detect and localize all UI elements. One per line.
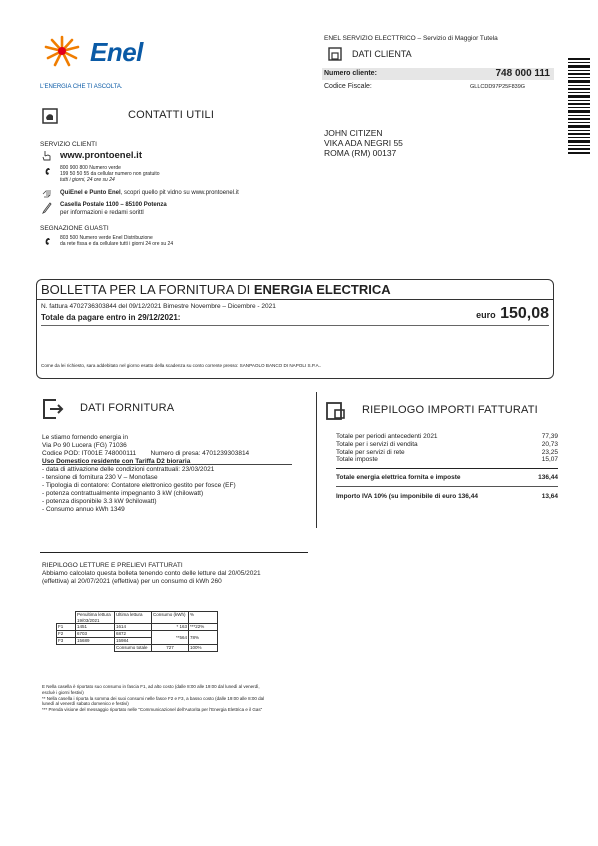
summary-column-divider (316, 392, 317, 528)
bill-title: BOLLETTA PER LA FORNITURA DI ENERGIA ELECTRICA (41, 282, 391, 297)
col-last-reading: Ultima lettura (115, 612, 152, 624)
faults-line-1: 803 500 Numero verde Enel Distribuzione (60, 235, 153, 241)
supply-detail-0: - data di attivazione delle condizioni contrattuali: 23/03/2021 (42, 466, 215, 473)
readings-title: RIEPILOGO LETTURE E PRELIEVI FATTURATI (42, 562, 183, 569)
note-1: E Nella casella è riportato suo consumo in fascia F1, ad alto costo (dalle 8:00 alle 19:00 dal lunedì al venerdì, escluè i giorni festivi) (42, 684, 260, 695)
table-row: F2 6703 6872 **564 78% (57, 631, 218, 638)
supply-usage: Uso Domestico residente con Tariffa D2 bioraria (42, 458, 191, 465)
document-icon (328, 47, 342, 61)
brand-tagline: L'ENERGIA CHE TI ASCOLTA. (40, 84, 123, 90)
total-due-amount: euro 150,08 (476, 305, 549, 322)
faults-label: SEGNAZIONE GUASTI (40, 225, 109, 232)
bill-summary-box (36, 279, 554, 379)
total-due-label: Totale da pagare entro in 29/12/2021: (41, 313, 181, 322)
col-percent: % (189, 612, 218, 624)
recipient-name: JOHN CITIZEN (324, 128, 383, 138)
col-consumption: Consumo (kWh) (152, 612, 189, 624)
phone-hand-icon (42, 108, 58, 124)
recipient-street: VIKA ADA NEGRI 55 (324, 138, 403, 148)
recipient-city: ROMA (RM) 00137 (324, 148, 397, 158)
pen-icon (42, 202, 52, 214)
phone-icon (44, 167, 51, 176)
total-rule (41, 325, 549, 326)
table-total-row: Consumo totale 727 100% (57, 645, 218, 652)
supply-usage-rule (42, 464, 292, 465)
website-link[interactable]: www.prontoenel.it (60, 150, 142, 161)
phone-line-1: 800 900 800 Numero verde (60, 165, 121, 171)
table-row: F1 1451 1614 * 163 ***22% (57, 624, 218, 631)
table-row: F3 15689 15984 (57, 638, 218, 645)
summary-item: Totale per periodi antecedenti 2021 77,39 (336, 433, 558, 440)
customer-number-value: 748 000 111 (495, 68, 550, 79)
title-rule (37, 299, 553, 300)
enel-flame-icon (40, 34, 84, 68)
contacts-title: CONTATTI UTILI (128, 109, 215, 121)
phone-line-2: 199 50 50 55 da cellular numero non gratuito (60, 171, 160, 177)
supply-pod: Codice POD: IT001E 748000111 Numero di presa: 4701239303814 (42, 450, 250, 457)
supply-title: DATI FORNITURA (80, 402, 175, 414)
supply-detail-5: - Consumo annuo kWh 1349 (42, 506, 125, 513)
faults-line-2: da rete fissa e da cellulare tutti i giorni 24 ore su 24 (60, 241, 174, 247)
phone-icon-faults (44, 237, 51, 246)
tax-code-value: GLLCDD97P25F839G (470, 84, 526, 90)
summary-table (336, 433, 558, 501)
client-section-title: DATI CLIENTA (352, 49, 412, 59)
summary-vat: Importo IVA 10% (su imponibile di euro 136,44 13,64 (336, 492, 558, 500)
postbox-title: Casella Postale 1100 – 85100 Potenza (60, 202, 167, 208)
tax-code-label: Codice Fiscale: (324, 83, 372, 90)
supply-detail-1: - tensione di fornitura 230 V – Monofase (42, 474, 158, 481)
brand-name: Enel (90, 37, 143, 67)
customer-service-label: SERVIZIO CLIENTI (40, 141, 97, 148)
supply-line-2: Via Po 90 Lucera (FG) 71036 (42, 442, 127, 449)
supply-detail-2: - Tipologia di contatore: Contatore elettronico gestito per fosce (EF) (42, 482, 236, 489)
summary-title: RIEPILOGO IMPORTI FATTURATI (362, 404, 538, 416)
summary-item: Totale per i servizi di vendita 20,73 (336, 440, 558, 448)
hand-icon (42, 189, 52, 198)
summary-item: Totale per servizi di rete 23,25 (336, 448, 558, 456)
postbox-subtitle: per informazioni e redami sorittl (60, 210, 144, 216)
customer-number-band (322, 68, 554, 80)
enel-logo (40, 34, 150, 70)
debit-note: Come da lei richiesto, sara addebitato nel giorno esatto della scadenza su conto corrente presso: SANPAOLO BANCO DI NAPOLI S.P.A.. (41, 363, 322, 368)
service-title: ENEL SERVIZIO ELECTTRICO – Servizio di Maggior Tutela (324, 35, 498, 42)
note-3: *** Prenda visione del messaggio riportato nelle "Communicazionel dell'Autorita per l'Energia Elettrica e il Gas" (42, 707, 263, 713)
supply-line-1: Le stiamo fornendo energia in (42, 434, 129, 441)
pointer-hand-icon (42, 150, 51, 161)
invoice-line: N. fattura 4702736303844 del 09/12/2021 Bimestre Novembre – Dicembre - 2021 (41, 303, 276, 310)
client-section-header (324, 45, 554, 63)
readings-section (42, 562, 282, 586)
customer-number-label: Numero cliente: (324, 70, 377, 77)
note-2: ** Nella casella i riporta la somma dei suoi consumi nelle fasce F2 e F3, a basso costo (dalle 19:00 alle 8:00 dal lunedì al venerdì sabato domenico e festivi) (42, 695, 265, 707)
readings-notes (42, 684, 272, 713)
summary-total: Totale energia elettrica fornita e imposte 136,44 (336, 474, 558, 482)
supply-details (42, 434, 292, 514)
recipient-address (324, 128, 403, 158)
readings-description: Abbiamo calcolato questa bolleta tenendo conto delle letture dal 20/05/2021 (effettiva) al 20/07/2021 (effettiva) per un consumo di kWh 260 (42, 570, 261, 585)
summary-item: Totale imposte 15,07 (336, 456, 558, 464)
supply-detail-3: - potenza contrattualmente impegnanto 3 kW (chilowatt) (42, 490, 204, 497)
arrow-in-box-icon (42, 398, 64, 420)
contacts-block (40, 140, 310, 249)
col-prev-reading: Penultima lettura 19/03/2021 (76, 612, 115, 624)
table-header-row (57, 612, 218, 624)
readings-table (56, 611, 218, 652)
phone-line-3: tutti i giorni, 24 ore su 24 (60, 177, 115, 183)
supply-detail-4: - potenza disponibile 3.3 kW 9chilowatt) (42, 498, 157, 505)
barcode (568, 58, 590, 154)
supply-section-divider (40, 552, 308, 553)
invoice-icon (326, 402, 346, 420)
quienel-text: QuiEnel e Punto Enel, scopri quello pit vidno su www.prontoenel.it (60, 190, 239, 196)
